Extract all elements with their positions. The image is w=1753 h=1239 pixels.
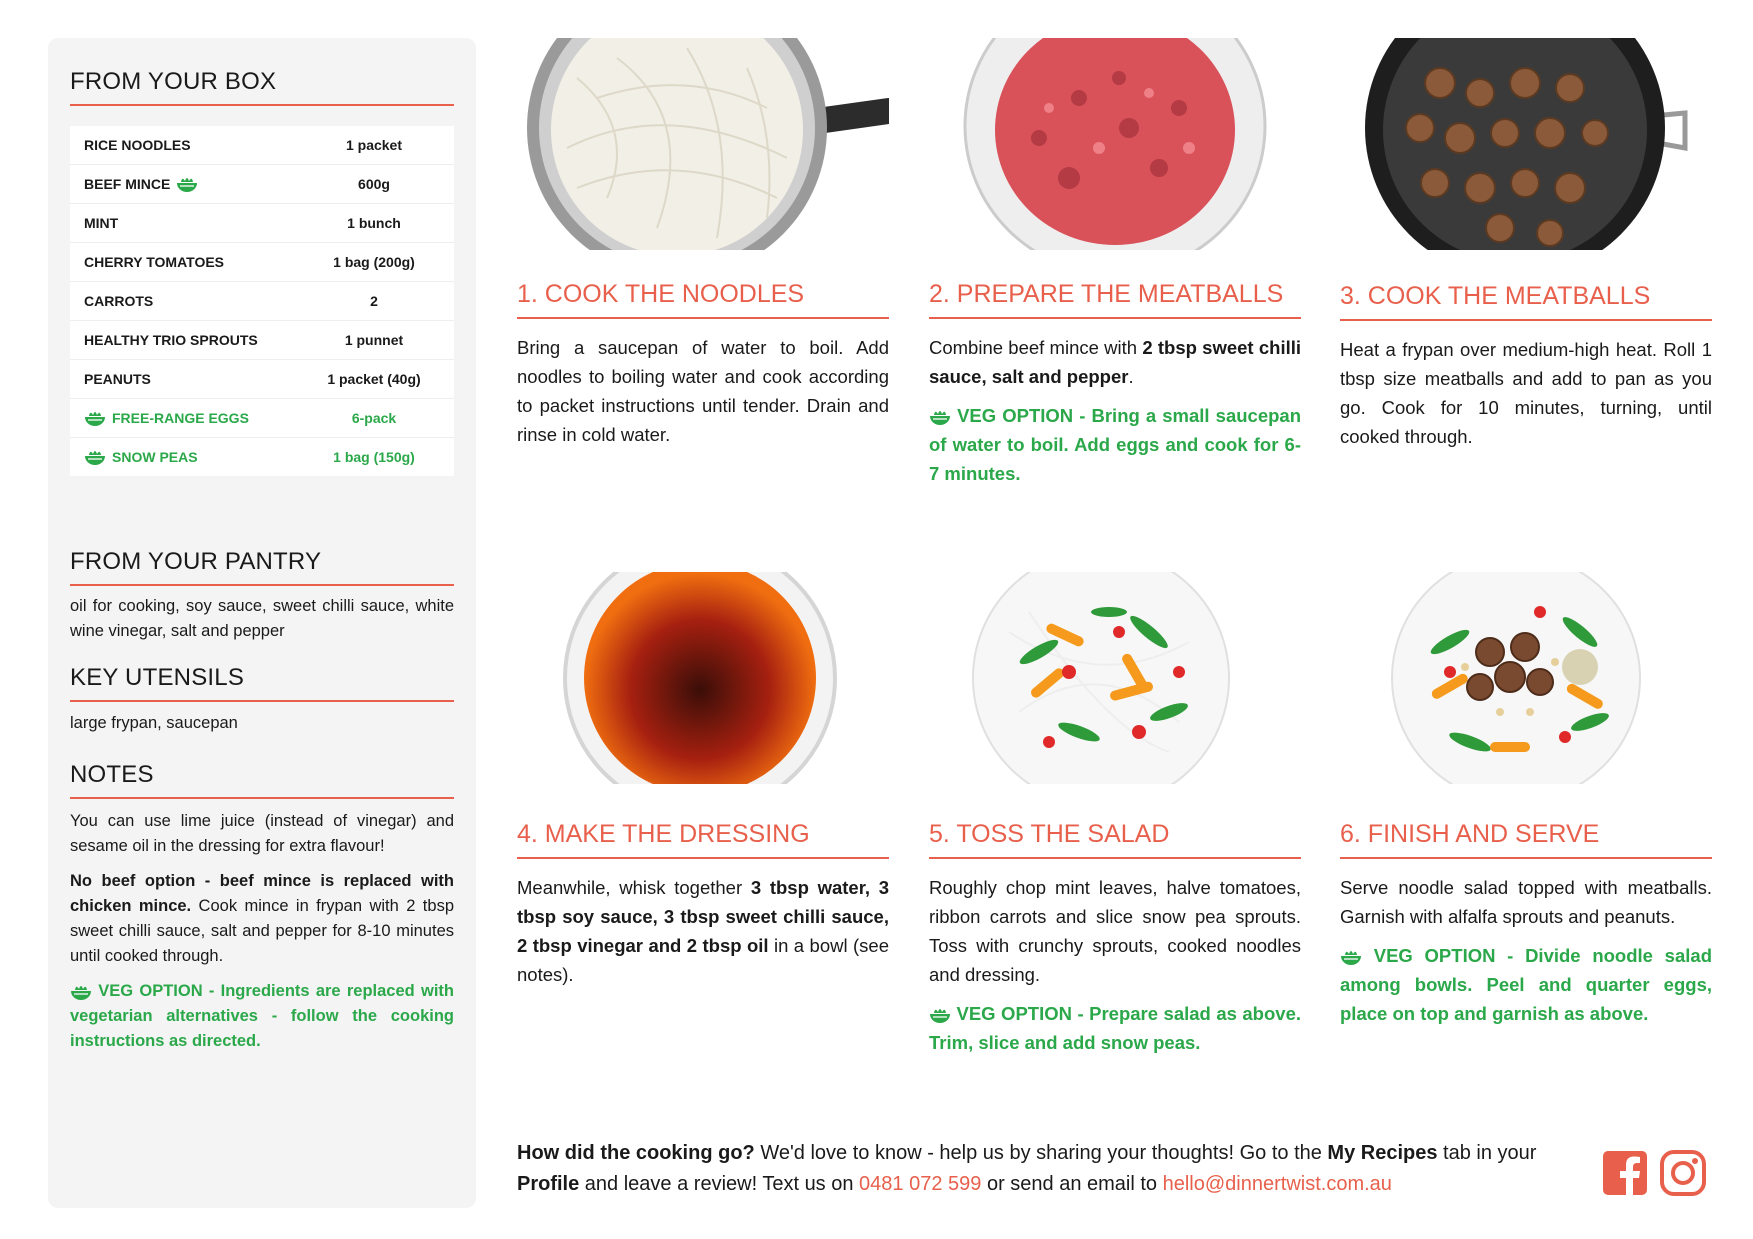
ingredient-label: PEANUTS <box>84 371 151 387</box>
ingredient-qty: 1 packet (40g) <box>327 371 421 387</box>
notes-body <box>70 809 454 1064</box>
facebook-icon[interactable] <box>1602 1150 1648 1196</box>
step-2-body <box>929 333 1301 498</box>
step-instructions <box>929 333 1301 391</box>
salad-bowl-icon <box>70 983 92 1001</box>
step-text: . <box>1128 366 1134 387</box>
ingredient-row <box>70 438 454 476</box>
step-text: Heat a frypan over medium-high heat. Roll 1 tbsp size meatballs and add to pan as you go. Cook for 10 minutes, turning, until cooked through. <box>1340 339 1712 447</box>
footer-my-recipes: My Recipes <box>1327 1142 1438 1164</box>
ingredient-name <box>70 175 324 193</box>
step-2-title: 2. PREPARE THE MEATBALLS <box>929 280 1301 319</box>
step-3-photo <box>1340 38 1712 250</box>
ingredient-name <box>70 215 324 231</box>
ingredient-name <box>70 293 324 309</box>
ingredient-name <box>70 409 324 427</box>
step-3-title: 3. COOK THE MEATBALLS <box>1340 282 1712 321</box>
step-text: Combine beef mince with <box>929 337 1143 358</box>
notes-no-beef-rest: Cook mince in frypan with 2 tbsp sweet chilli sauce, salt and pepper for 8-10 minutes until cooked through. <box>70 897 454 965</box>
pantry-text: oil for cooking, soy sauce, sweet chilli sauce, white wine vinegar, salt and pepper <box>70 597 454 640</box>
pantry-title: FROM YOUR PANTRY <box>70 548 454 586</box>
salad-bowl-icon <box>929 1006 951 1024</box>
ingredient-label: RICE NOODLES <box>84 137 191 153</box>
step-veg-text: VEG OPTION - Divide noodle salad among bowls. Peel and quarter eggs, place on top and garnish as above. <box>1340 945 1712 1024</box>
ingredient-name <box>70 254 324 270</box>
ingredient-label: SNOW PEAS <box>112 449 198 465</box>
step-2-photo <box>929 38 1301 250</box>
ingredient-row <box>70 204 454 243</box>
ingredient-name <box>70 332 324 348</box>
step-5-photo <box>929 572 1301 784</box>
step-3-body <box>1340 335 1712 461</box>
step-1-title: 1. COOK THE NOODLES <box>517 280 889 319</box>
step-5-body <box>929 873 1301 1067</box>
step-text: Bring a saucepan of water to boil. Add noodles to boiling water and cook according to packet instructions until tender. Drain and rinse in cold water. <box>517 337 889 445</box>
ingredient-row <box>70 282 454 321</box>
ingredient-label: HEALTHY TRIO SPROUTS <box>84 332 258 348</box>
step-veg-text: VEG OPTION - Prepare salad as above. Trim, slice and add snow peas. <box>929 1003 1302 1053</box>
ingredient-qty: 600g <box>358 176 390 192</box>
step-veg-option <box>929 999 1301 1057</box>
step-text: in a bowl (see notes). <box>517 935 889 985</box>
step-instructions <box>1340 873 1712 931</box>
step-veg-text: VEG OPTION - Bring a small saucepan of water to boil. Add eggs and cook for 6-7 minutes. <box>929 405 1302 484</box>
utensils-title: KEY UTENSILS <box>70 664 454 702</box>
step-1-body <box>517 333 889 459</box>
notes-no-beef-bold: No beef option - beef mince is replaced with chicken mince. <box>70 872 454 915</box>
ingredient-row <box>70 360 454 399</box>
box-title: FROM YOUR BOX <box>70 68 454 106</box>
footer-question: How did the cooking go? <box>517 1142 755 1164</box>
step-instructions <box>517 333 889 449</box>
footer-profile: Profile <box>517 1173 580 1195</box>
salad-bowl-icon <box>84 409 106 427</box>
ingredient-qty: 2 <box>370 293 378 309</box>
step-instructions <box>929 873 1301 989</box>
ingredient-qty: 1 bunch <box>347 215 401 231</box>
footer-email-link[interactable]: hello@dinnertwist.com.au <box>1162 1173 1392 1195</box>
step-1-photo <box>517 38 889 250</box>
footer-text-2: tab in your <box>1437 1142 1537 1164</box>
ingredient-name <box>70 371 324 387</box>
step-text-bold: 3 tbsp water, 3 tbsp soy sauce, 3 tbsp sweet chilli sauce, 2 tbsp vinegar and 2 tbsp oil <box>517 877 890 956</box>
ingredient-qty: 6-pack <box>351 410 397 426</box>
step-6-body <box>1340 873 1712 1038</box>
ingredient-qty: 1 packet <box>345 137 403 153</box>
ingredient-label: FREE-RANGE EGGS <box>112 410 249 426</box>
ingredient-label: BEEF MINCE <box>84 176 171 192</box>
ingredient-qty: 1 punnet <box>344 332 404 348</box>
ingredient-row <box>70 321 454 360</box>
ingredient-label: CARROTS <box>84 293 154 309</box>
notes-lime-text: You can use lime juice (instead of vinegar) and sesame oil in the dressing for extra flavour! <box>70 812 454 855</box>
step-6-title: 6. FINISH AND SERVE <box>1340 820 1712 859</box>
notes-veg-text: VEG OPTION - Ingredients are replaced with vegetarian alternatives - follow the cooking instructions as directed. <box>70 982 454 1050</box>
ingredient-label: MINT <box>84 215 119 231</box>
salad-bowl-icon <box>176 175 198 193</box>
sidebar-panel <box>48 38 476 1208</box>
step-text: Roughly chop mint leaves, halve tomatoes, ribbon carrots and slice snow pea sprouts. Toss with crunchy sprouts, cooked noodles and dressing. <box>929 877 1301 985</box>
ingredient-name <box>70 137 324 153</box>
step-4-body <box>517 873 889 999</box>
feedback-footer <box>517 1138 1577 1200</box>
ingredient-row <box>70 126 454 165</box>
footer-text-1: We'd love to know - help us by sharing your thoughts! Go to the <box>754 1142 1328 1164</box>
step-instructions <box>517 873 889 989</box>
notes-title: NOTES <box>70 761 454 799</box>
ingredient-qty: 1 bag (200g) <box>333 254 415 270</box>
box-ingredients-table <box>70 126 454 476</box>
step-veg-option <box>929 401 1301 488</box>
ingredient-row <box>70 399 454 438</box>
step-4-photo <box>517 572 889 784</box>
footer-phone-link[interactable]: 0481 072 599 <box>859 1173 982 1195</box>
footer-text-4: or send an email to <box>981 1173 1163 1195</box>
step-text: Meanwhile, whisk together <box>517 877 751 898</box>
salad-bowl-icon <box>1340 948 1362 966</box>
footer-text-3: and leave a review! Text us on <box>579 1173 860 1195</box>
salad-bowl-icon <box>84 448 106 466</box>
step-4-title: 4. MAKE THE DRESSING <box>517 820 889 859</box>
ingredient-row <box>70 165 454 204</box>
step-text: Serve noodle salad topped with meatballs. Garnish with alfalfa sprouts and peanuts. <box>1340 877 1712 927</box>
ingredient-qty: 1 bag (150g) <box>333 449 415 465</box>
utensils-text: large frypan, saucepan <box>70 714 238 732</box>
salad-bowl-icon <box>929 408 951 426</box>
ingredient-name <box>70 448 324 466</box>
step-text-bold: 2 tbsp sweet chilli sauce, salt and pepper <box>929 337 1302 387</box>
step-5-title: 5. TOSS THE SALAD <box>929 820 1301 859</box>
instagram-icon[interactable] <box>1660 1150 1706 1196</box>
ingredient-row <box>70 243 454 282</box>
notes-no-beef <box>70 869 454 969</box>
notes-veg-option <box>70 979 454 1054</box>
step-veg-option <box>1340 941 1712 1028</box>
ingredient-label: CHERRY TOMATOES <box>84 254 225 270</box>
step-6-photo <box>1340 572 1712 784</box>
step-instructions <box>1340 335 1712 451</box>
